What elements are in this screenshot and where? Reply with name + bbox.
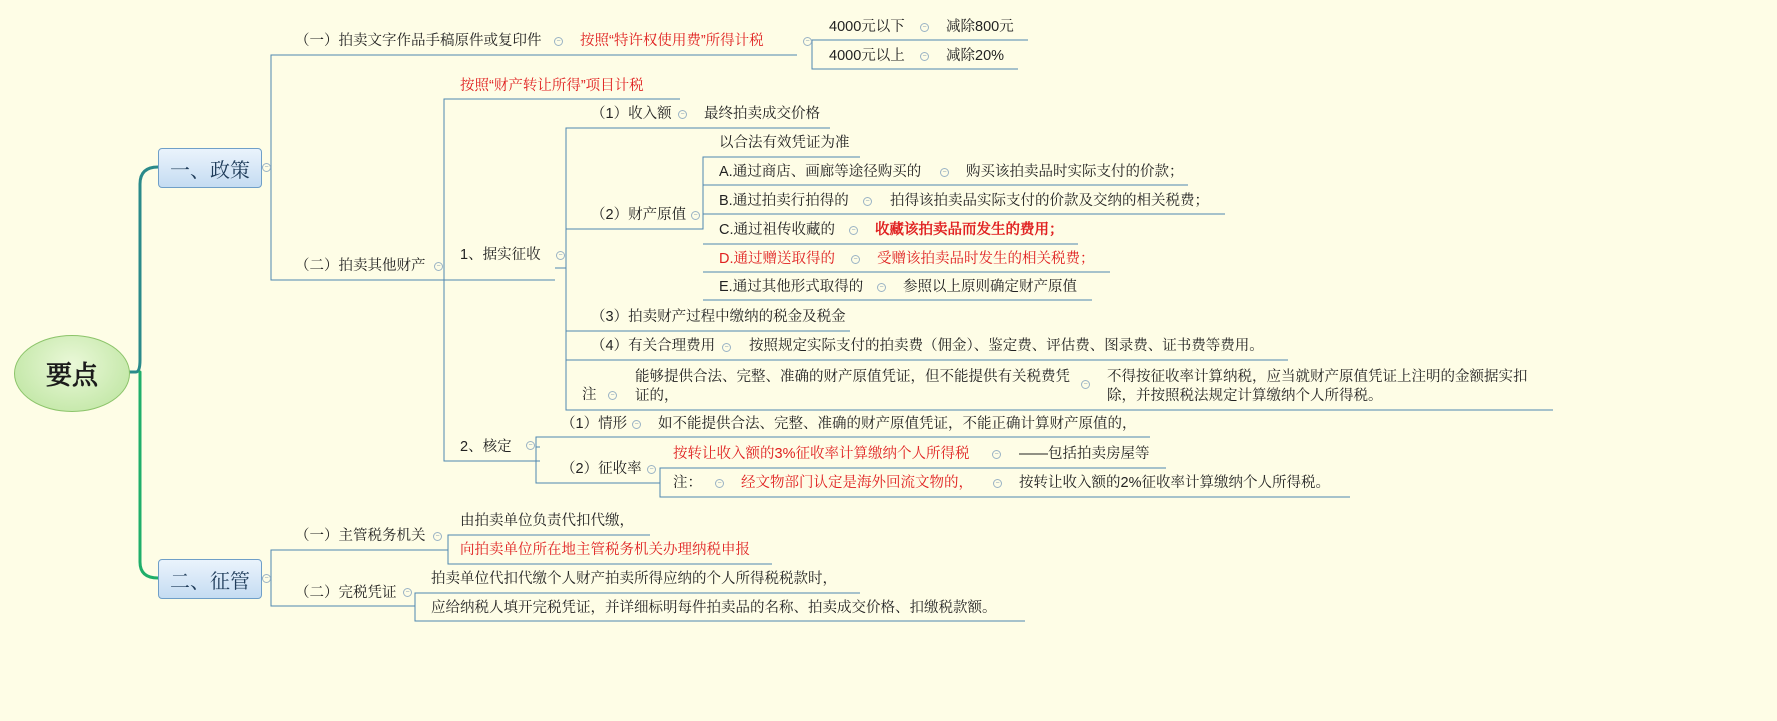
rate-value[interactable]: 按转让收入额的3%征收率计算缴纳个人所得税 (673, 446, 970, 462)
admin-b1-label[interactable]: （一）主管税务机关 (295, 528, 426, 544)
collapse-toggle-icon[interactable]: − (678, 110, 687, 119)
collapse-toggle-icon[interactable]: − (262, 574, 271, 583)
case-below-label[interactable]: 4000元以下 (829, 19, 905, 35)
collapse-toggle-icon[interactable]: − (632, 420, 641, 429)
fees-value[interactable]: 按照规定实际支付的拍卖费（佣金）、鉴定费、评估费、图录费、证书费等费用。 (749, 338, 1264, 354)
policy-b2-rule[interactable]: 按照“财产转让所得”项目计税 (460, 78, 644, 94)
admin-b2-item-1[interactable]: 拍卖单位代扣代缴个人财产拍卖所得应纳的个人所得税税款时， (431, 571, 837, 587)
collapse-toggle-icon[interactable]: − (803, 37, 812, 46)
cost-item-e-how[interactable]: E.通过其他形式取得的 (719, 279, 864, 295)
case-below-deduct[interactable]: 减除800元 (946, 19, 1014, 35)
collapse-toggle-icon[interactable]: − (851, 255, 860, 264)
collapse-toggle-icon[interactable]: − (554, 37, 563, 46)
rate-extra[interactable]: ——包括拍卖房屋等 (1019, 446, 1150, 462)
collapse-toggle-icon[interactable]: − (920, 52, 929, 61)
rate-note-label[interactable]: 注： (673, 475, 702, 491)
collapse-toggle-icon[interactable]: − (863, 197, 872, 206)
admin-b2-label[interactable]: （二）完税凭证 (295, 585, 397, 601)
cost-item-d-value[interactable]: 受赠该拍卖品时发生的相关税费； (877, 251, 1095, 267)
admin-b1-item-2[interactable]: 向拍卖单位所在地主管税务机关办理纳税申报 (460, 542, 750, 558)
tax-paid-label[interactable]: （3）拍卖财产过程中缴纳的税金及税金 (591, 309, 846, 325)
collapse-toggle-icon[interactable]: − (262, 163, 271, 172)
cost-item-e-value[interactable]: 参照以上原则确定财产原值 (903, 279, 1077, 295)
rate-label[interactable]: （2）征收率 (561, 461, 642, 477)
collapse-toggle-icon[interactable]: − (722, 343, 731, 352)
case-above-label[interactable]: 4000元以上 (829, 48, 905, 64)
cost-item-d-how[interactable]: D.通过赠送取得的 (719, 251, 835, 267)
collapse-toggle-icon[interactable]: − (647, 465, 656, 474)
fees-label[interactable]: （4）有关合理费用 (591, 338, 716, 354)
policy-b2-label[interactable]: （二）拍卖其他财产 (295, 258, 426, 274)
policy-b1-rule[interactable]: 按照“特许权使用费”所得计税 (580, 33, 764, 49)
cost-item-b-value[interactable]: 拍得该拍卖品实际支付的价款及交纳的相关税费； (890, 193, 1209, 209)
collapse-toggle-icon[interactable]: − (877, 283, 886, 292)
cost-item-c-how[interactable]: C.通过祖传收藏的 (719, 222, 835, 238)
rate-note-condition[interactable]: 经文物部门认定是海外回流文物的， (741, 475, 973, 491)
collapse-toggle-icon[interactable]: − (403, 588, 412, 597)
collapse-toggle-icon[interactable]: − (715, 479, 724, 488)
cost-item-c-value[interactable]: 收藏该拍卖品而发生的费用； (875, 222, 1064, 238)
admin-b2-item-2[interactable]: 应给纳税人填开完税凭证，并详细标明每件拍卖品的名称、拍卖成交价格、扣缴税款额。 (431, 600, 997, 616)
policy-b1-label[interactable]: （一）拍卖文字作品手稿原件或复印件 (295, 33, 542, 49)
note-label[interactable]: 注 (582, 387, 597, 403)
note-value[interactable]: 不得按征收率计算纳税，应当就财产原值凭证上注明的金额据实扣除，并按照税法规定计算缴纳个人所得税。 (1107, 369, 1528, 404)
collapse-toggle-icon[interactable]: − (1081, 380, 1090, 389)
collapse-toggle-icon[interactable]: − (434, 262, 443, 271)
case-label[interactable]: （1）情形 (561, 416, 628, 432)
admin-label: 二、征管 (170, 570, 250, 593)
root-node[interactable] (14, 335, 130, 412)
collapse-toggle-icon[interactable]: − (940, 168, 949, 177)
collapse-toggle-icon[interactable]: − (992, 450, 1001, 459)
collapse-toggle-icon[interactable]: − (608, 391, 617, 400)
cost-label[interactable]: （2）财产原值 (591, 207, 687, 223)
policy-label: 一、政策 (170, 159, 250, 182)
collapse-toggle-icon[interactable]: − (556, 251, 565, 260)
admin-b1-item-1[interactable]: 由拍卖单位负责代扣代缴， (460, 513, 634, 529)
collapse-toggle-icon[interactable]: − (526, 441, 535, 450)
case-value[interactable]: 如不能提供合法、完整、准确的财产原值凭证，不能正确计算财产原值的， (658, 416, 1137, 432)
assessed-label[interactable]: 2、核定 (460, 439, 512, 455)
cost-item-a-how[interactable]: A.通过商店、画廊等途径购买的 (719, 164, 922, 180)
income-value[interactable]: 最终拍卖成交价格 (704, 106, 820, 122)
admin-node[interactable] (158, 559, 262, 599)
collapse-toggle-icon[interactable]: − (433, 532, 442, 541)
root-label: 要点 (45, 360, 98, 390)
collapse-toggle-icon[interactable]: − (920, 23, 929, 32)
collapse-toggle-icon[interactable]: − (691, 211, 700, 220)
collapse-toggle-icon[interactable]: − (993, 479, 1002, 488)
note-condition[interactable]: 能够提供合法、完整、准确的财产原值凭证，但不能提供有关税费凭证的， (635, 369, 1070, 404)
actual-collection-label[interactable]: 1、据实征收 (460, 247, 541, 263)
income-label[interactable]: （1）收入额 (591, 106, 672, 122)
cost-item-b-how[interactable]: B.通过拍卖行拍得的 (719, 193, 849, 209)
case-above-deduct[interactable]: 减除20% (946, 48, 1005, 64)
cost-basis[interactable]: 以合法有效凭证为准 (719, 135, 850, 151)
cost-item-a-value[interactable]: 购买该拍卖品时实际支付的价款； (966, 164, 1184, 180)
policy-node[interactable] (158, 148, 262, 188)
rate-note-value[interactable]: 按转让收入额的2%征收率计算缴纳个人所得税。 (1019, 475, 1330, 491)
collapse-toggle-icon[interactable]: − (849, 226, 858, 235)
